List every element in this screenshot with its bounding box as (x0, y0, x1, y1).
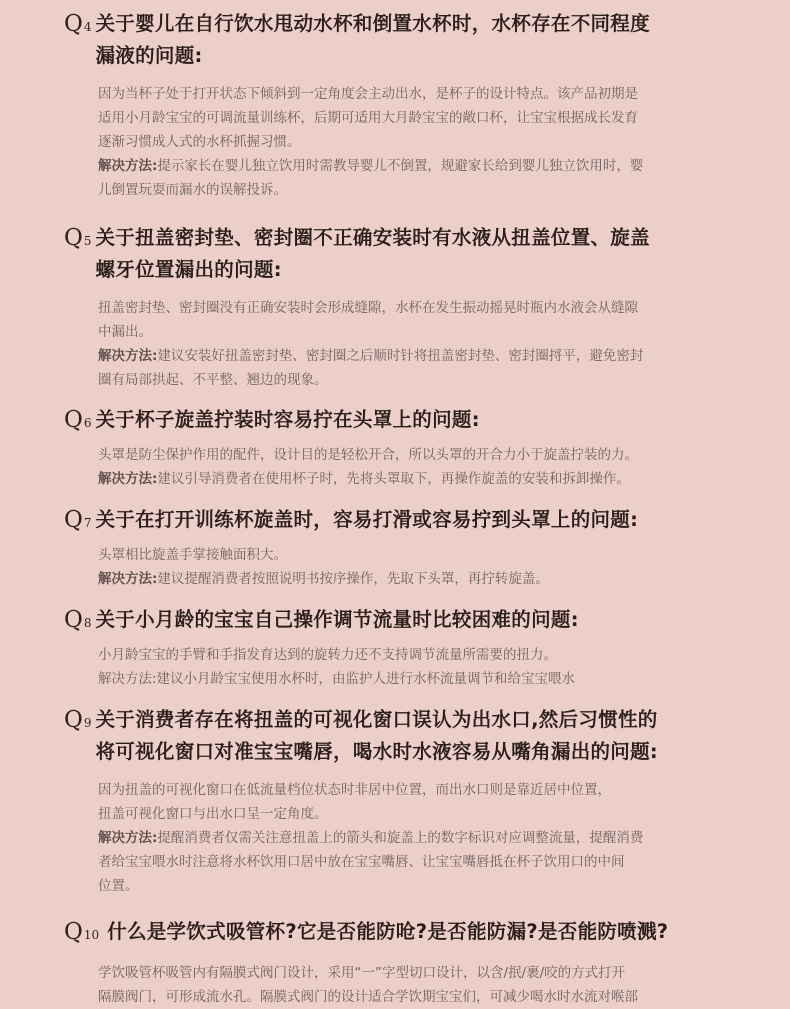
faq-item-q6 (64, 404, 736, 491)
question-title: 关于婴儿在自行饮水甩动水杯和倒置水杯时，水杯存在不同程度 漏液的问题: (95, 12, 650, 67)
question-title: 关于小月龄的宝宝自己操作调节流量时比较困难的问题: (95, 608, 579, 631)
answer-body: 因为扭盖的可视化窗口在低流量档位状态时非居中位置，而出水口则是靠近居中位置， 扭盖可视化窗口与出水口呈一定角度。 解决方法:提醒消费者仅需关注意扭盖上的箭头和旋盖上的数字标识对应调整流量，提醒消费 者给宝宝喂水时注意将水杯饮用口居中放在宝宝嘴唇、让宝宝嘴唇抵在杯子饮用口的中间 位置。 (98, 782, 644, 894)
question-title: 关于在打开训练杯旋盖时，容易打滑或容易拧到头罩上的问题: (95, 508, 639, 531)
answer-body: 因为当杯子处于打开状态下倾斜到一定角度会主动出水，是杯子的设计特点。该产品初期是 适用小月龄宝宝的可调流量训练杯，后期可适用大月龄宝宝的敞口杯，让宝宝根据成长发育 逐渐习惯成人式的水杯抓握习惯。 解决方法:提示家长在婴儿独立饮用时需教导婴儿不倒置，规避家长给到婴儿独立饮用时，婴 儿倒置玩耍而漏水的误解投诉。 (98, 86, 644, 198)
answer-body: 扭盖密封垫、密封圈没有正确安装时会形成缝隙，水杯在发生振动摇晃时瓶内水液会从缝隙 中漏出。 解决方法:建议安装好扭盖密封垫、密封圈之后顺时针将扭盖密封垫、密封圈捋平，避免密封 圈有局部拱起、不平整、翘边的现象。 (98, 300, 644, 388)
solution-label: 解决方法: (98, 158, 158, 174)
answer-body: 学饮吸管杯吸管内有隔膜式阀门设计，采用“一”字型切口设计，以含/抿/裹/咬的方式打开 隔膜阀门，可形成流水孔。隔膜式阀门的设计适合学饮期宝宝们，可减少喝水时水流对喉部 (98, 965, 638, 1005)
question-title: 关于消费者存在将扭盖的可视化窗口误认为出水口,然后习惯性的 将可视化窗口对准宝宝嘴唇，喝水时水液容易从嘴角漏出的问题: (95, 708, 658, 763)
faq-item-q10 (64, 916, 736, 1009)
question-number: Q4 (64, 11, 92, 37)
answer-body: 小月龄宝宝的手臂和手指发育达到的旋转力还不支持调节流量所需要的扭力。 解决方法:建议小月龄宝宝使用水杯时，由监护人进行水杯流量调节和给宝宝喂水 (98, 647, 576, 687)
question-number: Q10 (64, 919, 100, 945)
solution-label: 解决方法: (98, 348, 158, 364)
answer-body: 头罩是防尘保护作用的配件，设计目的是轻松开合，所以头罩的开合力小于旋盖拧装的力。 解决方法:建议引导消费者在使用杯子时，先将头罩取下，再操作旋盖的安装和拆卸操作。 (98, 447, 638, 487)
question-number: Q9 (64, 707, 92, 733)
question-title: 关于扭盖密封垫、密封圈不正确安装时有水液从扭盖位置、旋盖 螺牙位置漏出的问题: (95, 226, 650, 281)
question-number: Q6 (64, 407, 92, 433)
solution-label: 解决方法: (98, 830, 158, 846)
question-number: Q8 (64, 607, 92, 633)
question-number: Q5 (64, 225, 92, 251)
faq-item-q9 (64, 704, 736, 898)
faq-item-q5 (64, 222, 736, 392)
faq-item-q7 (64, 504, 736, 591)
question-title: 什么是学饮式吸管杯?它是否能防呛?是否能防漏?是否能防喷溅? (107, 920, 669, 943)
solution-label: 解决方法: (98, 471, 158, 487)
faq-item-q4 (64, 8, 736, 202)
solution-label: 解决方法: (98, 571, 158, 587)
answer-body: 头罩相比旋盖手掌接触面积大。 解决方法:建议提醒消费者按照说明书按序操作，先取下头罩，再拧转旋盖。 (98, 547, 549, 587)
question-title: 关于杯子旋盖拧装时容易拧在头罩上的问题: (95, 408, 480, 431)
question-number: Q7 (64, 507, 92, 533)
faq-item-q8 (64, 604, 736, 691)
